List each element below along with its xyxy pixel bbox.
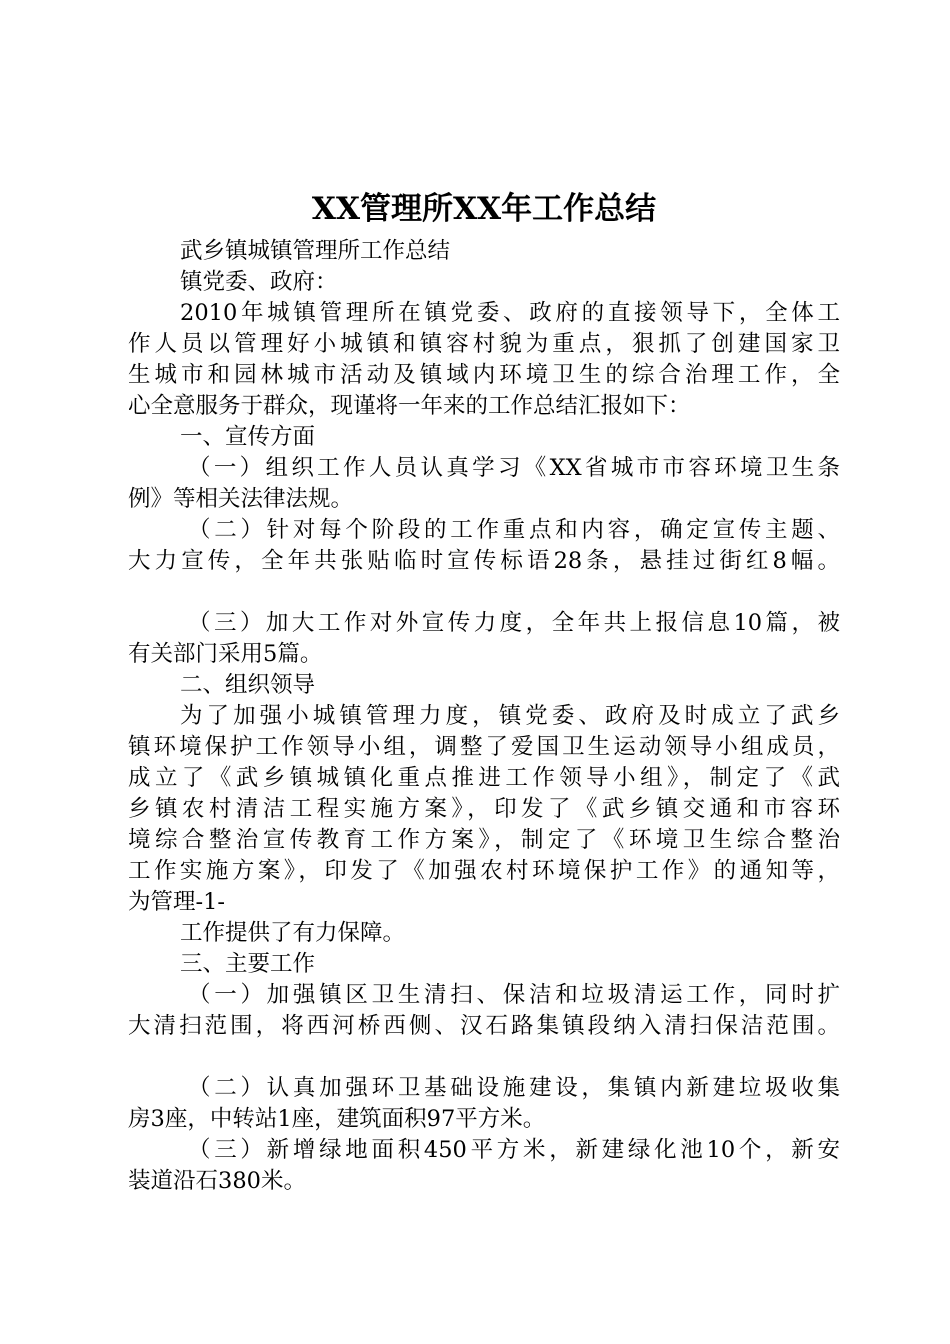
paragraph-line: 乡镇农村清洁工程实施方案》，印发了《武乡镇交通和市容环 bbox=[128, 796, 840, 822]
paragraph-line: （三）新增绿地面积450平方米，新建绿化池10个，新安 bbox=[188, 1137, 840, 1163]
paragraph-line: 大清扫范围，将西河桥西侧、汉石路集镇段纳入清扫保洁范围。 bbox=[128, 1013, 840, 1039]
paragraph-line: 工作实施方案》，印发了《加强农村环境保护工作》的通知等， bbox=[128, 858, 840, 884]
section-heading: 一、宣传方面 bbox=[180, 424, 316, 450]
paragraph-line: （二）认真加强环卫基础设施建设，集镇内新建垃圾收集 bbox=[188, 1075, 840, 1101]
paragraph-line: 生城市和园林城市活动及镇域内环境卫生的综合治理工作，全 bbox=[128, 362, 840, 388]
paragraph-line: 境综合整治宣传教育工作方案》，制定了《环境卫生综合整治 bbox=[128, 827, 840, 853]
paragraph-line: 有关部门采用5篇。 bbox=[128, 641, 323, 667]
paragraph-line: 房3座，中转站1座，建筑面积97平方米。 bbox=[128, 1106, 546, 1132]
section-heading: 三、主要工作 bbox=[180, 951, 316, 977]
blank-line bbox=[128, 577, 840, 608]
paragraph-line: 例》等相关法律法规。 bbox=[128, 486, 354, 512]
subtitle-line: 武乡镇城镇管理所工作总结 bbox=[180, 238, 451, 264]
paragraph-line: 成立了《武乡镇城镇化重点推进工作领导小组》，制定了《武 bbox=[128, 765, 840, 791]
document-page bbox=[128, 188, 840, 1197]
document-title: XX管理所XX年工作总结 bbox=[311, 191, 657, 227]
paragraph-line: （二）针对每个阶段的工作重点和内容，确定宣传主题、 bbox=[188, 517, 840, 543]
paragraph-line: 装道沿石380米。 bbox=[128, 1168, 306, 1194]
paragraph-line: （一）加强镇区卫生清扫、保洁和垃圾清运工作，同时扩 bbox=[188, 982, 840, 1008]
section-heading: 二、组织领导 bbox=[180, 672, 316, 698]
blank-line bbox=[128, 1042, 840, 1073]
paragraph-line: （一）组织工作人员认真学习《XX省城市市容环境卫生条 bbox=[188, 455, 840, 481]
paragraph-line: （三）加大工作对外宣传力度，全年共上报信息10篇，被 bbox=[188, 610, 840, 636]
paragraph-line: 心全意服务于群众，现谨将一年来的工作总结汇报如下： bbox=[128, 393, 691, 419]
paragraph-line: 大力宣传，全年共张贴临时宣传标语28条，悬挂过街红8幅。 bbox=[128, 548, 840, 574]
paragraph-line: 为了加强小城镇管理力度，镇党委、政府及时成立了武乡 bbox=[180, 703, 840, 729]
paragraph-line: 镇环境保护工作领导小组，调整了爱国卫生运动领导小组成员， bbox=[128, 734, 840, 760]
paragraph-line: 作人员以管理好小城镇和镇容村貌为重点，狠抓了创建国家卫 bbox=[128, 331, 840, 357]
salutation-line: 镇党委、政府： bbox=[180, 269, 338, 295]
page-break-line: 为管理-1- bbox=[128, 889, 226, 915]
paragraph-line: 工作提供了有力保障。 bbox=[180, 920, 406, 946]
paragraph-line: 2010年城镇管理所在镇党委、政府的直接领导下，全体工 bbox=[180, 300, 840, 326]
